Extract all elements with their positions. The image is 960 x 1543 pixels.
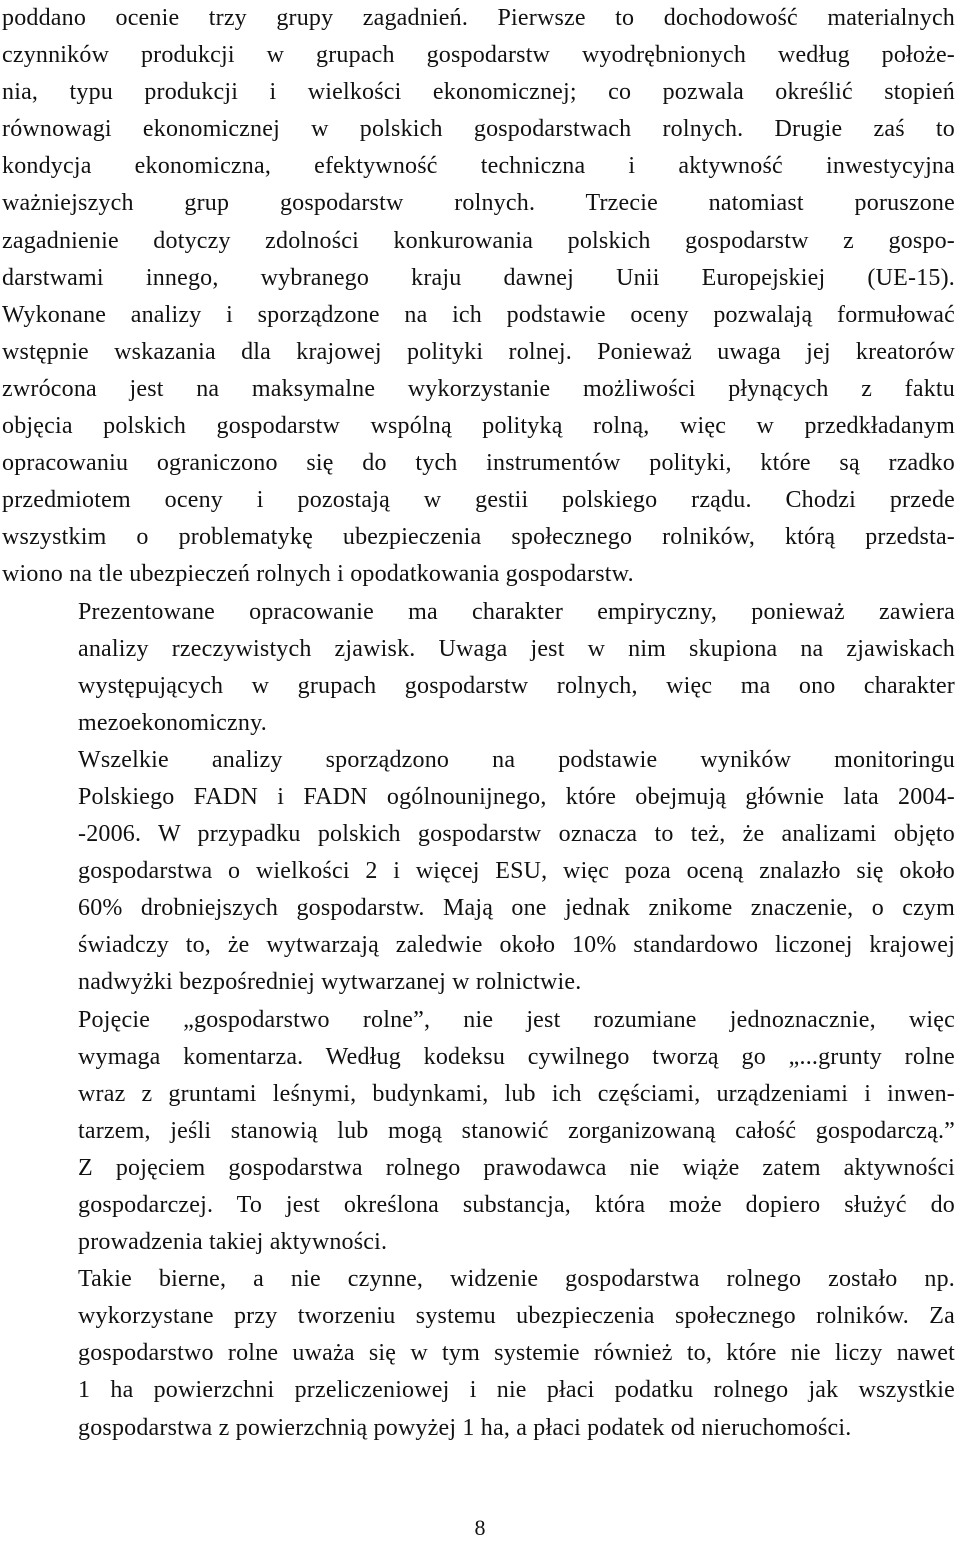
text-line: gospodarczej. To jest określona substancja, która może dopiero służyć do bbox=[78, 1192, 955, 1218]
text-line: występujących w grupach gospodarstw rolnych, więc ma ono charakter bbox=[78, 672, 955, 699]
text-line: 1 ha powierzchni przeliczeniowej i nie płaci podatku rolnego jak wszystkie bbox=[78, 1377, 955, 1404]
text-line: Z pojęciem gospodarstwa rolnego prawodawca nie wiąże zatem aktywności bbox=[78, 1154, 955, 1181]
text-line: Wszelkie analizy sporządzono na podstawie wyników monitoringu bbox=[78, 746, 955, 773]
text-line: -2006. W przypadku polskich gospodarstw oznacza to też, że analizami objęto bbox=[78, 821, 955, 848]
text-line: 60% drobniejszych gospodarstw. Mają one jednak znikome znaczenie, o czym bbox=[78, 895, 955, 922]
text-line: Wykonane analizy i sporządzone na ich podstawie oceny pozwalają formułować bbox=[2, 301, 955, 328]
text-line: gospodarstwa o wielkości 2 i więcej ESU, więc poza oceną znalazło się około bbox=[78, 858, 955, 885]
paragraph bbox=[2, 742, 955, 1002]
text-line: Pojęcie „gospodarstwo rolne”, nie jest rozumiane jednoznacznie, więc bbox=[78, 1006, 955, 1033]
text-line: objęcia polskich gospodarstw wspólną polityką rolną, więc w przedkładanym bbox=[2, 413, 955, 440]
text-line: tarzem, jeśli stanowią lub mogą stanowić zorganizowaną całość gospodarczą.” bbox=[78, 1117, 955, 1144]
text-line: zagadnienie dotyczy zdolności konkurowania polskich gospodarstw z gospo- bbox=[2, 227, 955, 254]
text-line: wszystkim o problematykę ubezpieczenia społecznego rolników, którą przedsta- bbox=[2, 524, 955, 551]
paragraph bbox=[2, 1261, 955, 1446]
text-line: opracowaniu ograniczono się do tych instrumentów polityki, które są rzadko bbox=[2, 450, 955, 477]
text-line: Prezentowane opracowanie ma charakter empiryczny, ponieważ zawiera bbox=[78, 598, 955, 625]
text-line: świadczy to, że wytwarzają zaledwie około 10% standardowo liczonej krajowej bbox=[78, 932, 955, 959]
text-line: gospodarstwo rolne uważa się w tym systemie również to, które nie liczy nawet bbox=[78, 1340, 955, 1367]
text-line: poddano ocenie trzy grupy zagadnień. Pierwsze to dochodowość materialnych bbox=[2, 5, 955, 31]
paragraph bbox=[2, 0, 955, 594]
text-line: kondycja ekonomiczna, efektywność techniczna i aktywność inwestycyjna bbox=[2, 153, 955, 180]
text-line: gospodarstwa z powierzchnią powyżej 1 ha, a płaci podatek od nieruchomości. bbox=[78, 1414, 852, 1441]
text-line: mezoekonomiczny. bbox=[78, 709, 267, 736]
body-text bbox=[2, 0, 955, 1447]
text-line: wykorzystane przy tworzeniu systemu ubezpieczenia społecznego rolników. Za bbox=[78, 1303, 955, 1330]
text-line: darstwami innego, wybranego kraju dawnej Unii Europejskiej (UE-15). bbox=[2, 264, 955, 291]
text-line: ważniejszych grup gospodarstw rolnych. Trzecie natomiast poruszone bbox=[2, 190, 955, 217]
text-line: równowagi ekonomicznej w polskich gospodarstwach rolnych. Drugie zaś to bbox=[2, 116, 955, 143]
text-line: wymaga komentarza. Według kodeksu cywilnego tworzą go „...grunty rolne bbox=[78, 1043, 955, 1070]
text-line: Polskiego FADN i FADN ogólnounijnego, które obejmują głównie lata 2004- bbox=[78, 783, 955, 810]
text-line: nadwyżki bezpośredniej wytwarzanej w rolnictwie. bbox=[78, 969, 582, 996]
text-line: Takie bierne, a nie czynne, widzenie gospodarstwa rolnego zostało np. bbox=[78, 1266, 955, 1293]
text-line: prowadzenia takiej aktywności. bbox=[78, 1229, 388, 1256]
paragraph bbox=[2, 594, 955, 742]
text-line: zwrócona jest na maksymalne wykorzystanie możliwości płynących z faktu bbox=[2, 375, 955, 402]
text-line: analizy rzeczywistych zjawisk. Uwaga jest w nim skupiona na zjawiskach bbox=[78, 635, 955, 662]
text-line: nia, typu produkcji i wielkości ekonomicznej; co pozwala określić stopień bbox=[2, 79, 955, 106]
text-line: wiono na tle ubezpieczeń rolnych i opodatkowania gospodarstw. bbox=[2, 561, 634, 588]
text-line: wraz z gruntami leśnymi, budynkami, lub ich częściami, urządzeniami i inwen- bbox=[78, 1080, 955, 1107]
text-line: czynników produkcji w grupach gospodarstw wyodrębnionych według położe- bbox=[2, 42, 955, 69]
paragraph bbox=[2, 1002, 955, 1262]
page-number: 8 bbox=[474, 1515, 486, 1540]
text-line: przedmiotem oceny i pozostają w gestii polskiego rządu. Chodzi przede bbox=[2, 487, 955, 514]
text-line: wstępnie wskazania dla krajowej polityki rolnej. Ponieważ uwaga jej kreatorów bbox=[2, 338, 955, 365]
